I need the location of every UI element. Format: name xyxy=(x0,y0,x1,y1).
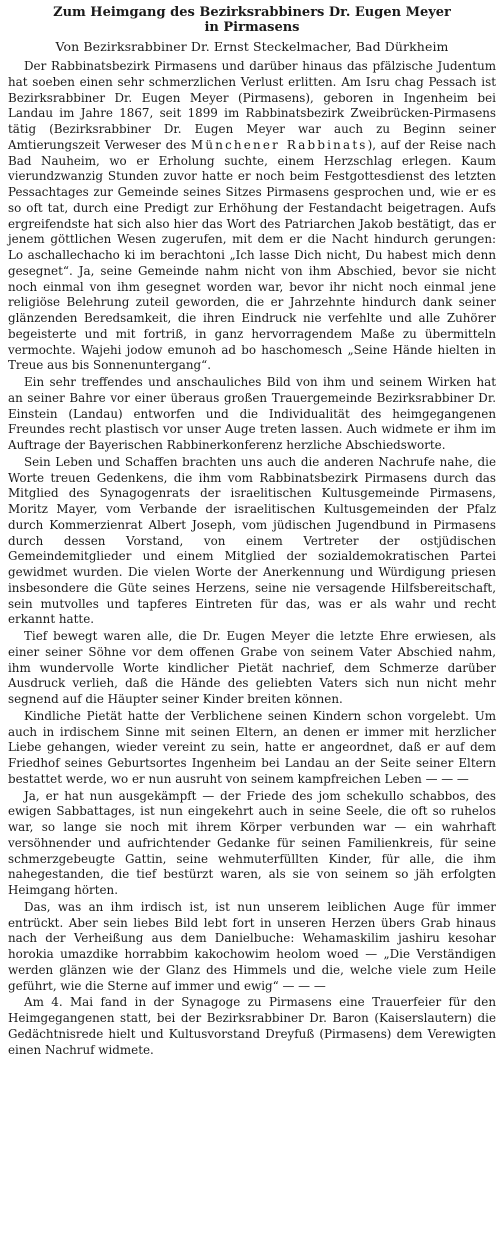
paragraph-7: Das, was an ihm irdisch ist, ist nun unserem leiblichen Auge für immer entrückt. Aber sein liebes Bild lebt fort in unseren Herzen übers Grab hinaus nach der Verheißung aus dem Danielbuche: Wehamaskilim jashiru kesohar horokia umazdike horrabbim kakochowim heolom woed — „Die Verständigen werden glänzen wie der Glanz des Himmels und die, welche viele zum Heile geführt, wie die Sterne auf immer und ewig“ — — — xyxy=(8,899,496,993)
title-line-2: in Pirmasens xyxy=(204,20,300,35)
paragraph-4: Tief bewegt waren alle, die Dr. Eugen Meyer die letzte Ehre erwiesen, als einer seiner Söhne vor dem offenen Grabe von seinem Vater Abschied nahm, ihm wundervolle Worte kindlicher Pietät nachrief, dem Schmerze darüber Ausdruck verlieh, daß die Hände des geliebten Vaters sich nun nicht mehr segnend auf die Häupter seiner Kinder breiten können. xyxy=(8,629,496,706)
paragraph-5: Kindliche Pietät hatte der Verblichene seinen Kindern schon vorgelebt. Um auch in irdischem Sinne mit seinen Eltern, an denen er immer mit herzlicher Liebe gehangen, wieder vereint zu sein, hatte er angeordnet, daß er auf dem Friedhof seines Geburtsortes Ingenheim bei Landau an der Seite seiner Eltern bestattet werde, wo er nun ausruht von seinem kampfreichen Leben — — — xyxy=(8,708,496,786)
paragraph-3: Sein Leben und Schaffen brachten uns auch die anderen Nachrufe nahe, die Worte treuen Gedenkens, die ihm vom Rabbinatsbezirk Pirmasens durch das Mitglied des Synagogenrats der israelitischen Kultusgemeinde Pirmasens, Moritz Mayer, vom Verbande der israelitischen Kultusgemeinden der Pfalz durch Kommerzienrat Albert Joseph, vom jüdischen Jugendbund in Pirmasens durch dessen Vorstand, von einem Vertreter der ostjüdischen Gemeindemitglieder und einem Mitglied der sozialdemokratischen Partei gewidmet wurden. Die vielen Worte der Anerkennung und Würdigung priesen insbesondere die Güte seines Herzens, seine nie versagende Hilfsbereitschaft, sein mutvolles und tapferes Eintreten für das, was er als wahr und recht erkannt hatte. xyxy=(8,454,496,627)
title-line-1: Zum Heimgang des Bezirksrabbiners Dr. Eugen Meyer xyxy=(53,5,451,20)
article-body xyxy=(8,59,496,1058)
paragraph-1-text: Der Rabbinatsbezirk Pirmasens und darüber hinaus das pfälzische Judentum hat soeben einen sehr schmerzlichen Verlust erlitten. Am Isru chag Pessach ist Bezirksrabbiner Dr. Eugen Meyer (Pirmasens), geboren in Ingenheim bei Landau im Jahre 1867, seit 1899 im Rabbinatsbezirk Zweibrücken-Pirmasens tätig (Bezirksrabbiner Dr. Eugen Meyer war auch zu Beginn seiner Amtierungszeit Verweser des xyxy=(8,59,496,152)
paragraph-8: Am 4. Mai fand in der Synagoge zu Pirmasens eine Trauerfeier für den Heimgegangenen statt, bei der Bezirksrabbiner Dr. Baron (Kaiserslautern) die Gedächtnisrede hielt und Kultusvorstand Dreyfuß (Pirmasens) dem Verewigten einen Nachruf widmete. xyxy=(8,995,496,1057)
paragraph-1-tail: ), auf der Reise nach Bad Nauheim, wo er Erholung suchte, einem Herzschlag erlegen. xyxy=(8,137,497,168)
paragraph-6: Ja, er hat nun ausgekämpft — der Friede des jom schekullo schabbos, des ewigen Sabbattages, ist nun eingekehrt auch in seine Seele, die oft so ruhelos war, so lange sie noch mit ihrem Körper verbunden war — ein wahrhaft versöhnender und aufrichtender Gedanke für seinen Familienkreis, für seine schmerzgebeugte Gattin, seine wehmuterfüllten Kinder, für alle, die ihm nahegestanden, die tief bestürzt waren, als sie von seinem so jäh erfolgten Heimgang hörten. xyxy=(8,788,496,897)
paragraph-1-spaced-text: Münchener Rabbinats xyxy=(190,137,368,152)
paragraph-1 xyxy=(8,59,496,374)
article-title xyxy=(8,5,496,35)
paragraph-2: Ein sehr treffendes und anschauliches Bild von ihm und seinem Wirken hat an seiner Bahre vor einer überaus großen Trauergemeinde Bezirksrabbiner Dr. Einstein (Landau) entworfen und die Individualität des heimgegangenen Freundes recht plastisch vor unser Auge treten lassen. Auch widmete er ihm im Auftrage der Bayerischen Rabbinerkonferenz herzliche Abschiedsworte. xyxy=(8,375,496,452)
article-byline: Von Bezirksrabbiner Dr. Ernst Steckelmacher, Bad Dürkheim xyxy=(55,39,449,54)
paragraph-1-continued: Kaum vierundzwanzig Stunden zuvor hatte er noch beim Festgottesdienst des letzten Pessachtages zur Gemeinde seines Sitzes Pirmasens gesprochen und, wie er es so oft tat, durch eine Predigt zur Erhöhung der Festandacht beigetragen. Aufs ergreifendste hat sich also hier das Wort des Patriarchen Jakob bestätigt, das er jenem göttlichen Wesen zugerufen, mit dem er die Nacht hindurch gerungen: Lo aschallechacho ki im berachtoni „Ich lasse Dich nicht, Du habest mich denn gesegnet“. Ja, seine Gemeinde nahm nicht von ihm Abschied, bevor sie nicht noch einmal von ihm gesegnet worden war, bevor ihr nicht noch einmal jene religiöse Belehrung zuteil geworden, die er Jahrzehnte hindurch dank seiner glänzenden Beredsamkeit, die ihren Eindruck nie verfehlte und alle Zuhörer begeisterte und mit fortriß, in ganz hervorragendem Maße zu übermitteln vermochte. Wajehi jodow emunoh ad bo haschomesch „Seine Hände hielten in Treue aus bis Sonnenuntergang“. xyxy=(8,153,496,373)
